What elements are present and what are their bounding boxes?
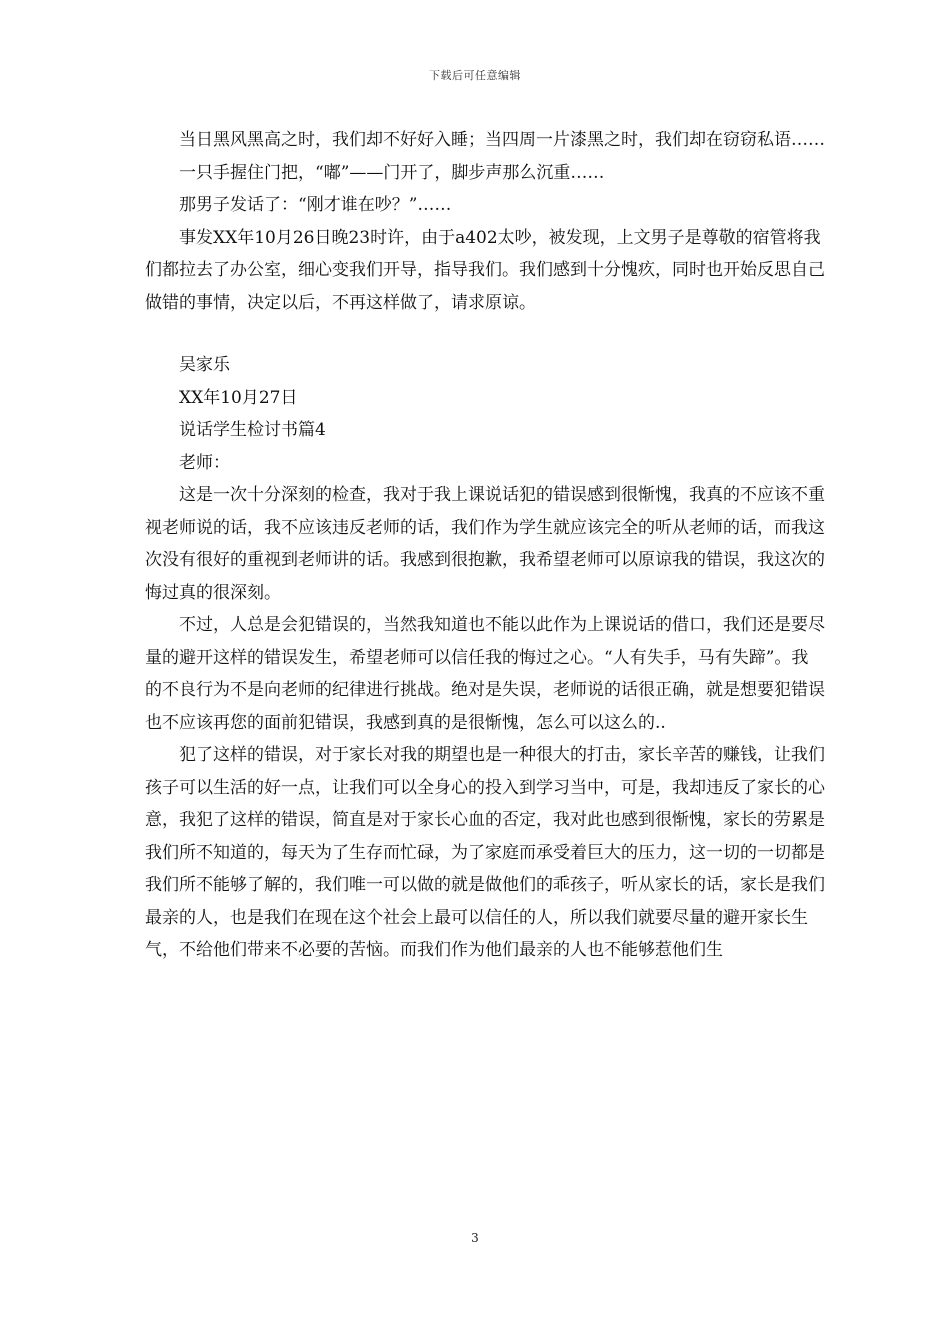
paragraph-night: 当日黑风黑高之时，我们却不好好入睡；当四周一片漆黑之时，我们却在窃窃私语……: [179, 130, 825, 150]
paragraph-man-speaks: 那男子发话了：“刚才谁在吵？”……: [179, 195, 452, 215]
paragraph-door: 一只手握住门把，“嘟”——门开了，脚步声那么沉重……: [179, 162, 605, 183]
signature-date: XX年10月27日: [179, 387, 298, 408]
section-title: 说话学生检讨书篇4: [179, 420, 326, 440]
paragraph-parents: 犯了这样的错误，对于家长对我的期望也是一种很大的打击，家长辛苦的赚钱，让我们孩子可以生活的好一点，让我们可以全身心的投入到学习当中，可是，我却违反了家长的心意，我犯了这样的错误，简直是对于家长心血的否定，我对此也感到很惭愧，家长的劳累是我们所不知道的，每天为了生存而忙碌，为了家庭而承受着巨大的压力，这一切的一切都是我们所不能够了解的，我们唯一可以做的就是做他们的乖孩子，听从家长的话，家长是我们最亲的人，也是我们在现在这个社会上最可以信任的人，所以我们就要尽量的避开家长生气，不给他们带来不必要的苦恼。而我们作为他们最亲的人也不能够惹他们生: [145, 745, 825, 960]
document-body: [145, 124, 825, 967]
signature-name: 吴家乐: [179, 355, 230, 375]
paragraph-reflection: 这是一次十分深刻的检查，我对于我上课说话犯的错误感到很惭愧，我真的不应该不重视老师说的话，我不应该违反老师的话，我们作为学生就应该完全的听从老师的话，而我这次没有很好的重视到老师讲的话。我感到很抱歉，我希望老师可以原谅我的错误，我这次的悔过真的很深刻。: [145, 485, 825, 603]
salutation: 老师：: [179, 452, 230, 473]
page-header: 下载后可任意编辑: [429, 69, 521, 82]
paragraph-incident: 事发XX年10月26日晚23时许，由于a402太吵，被发现，上文男子是尊敬的宿管将我们都拉去了办公室，细心变我们开导，指导我们。我们感到十分愧疚，同时也开始反思自己做错的事情，决定以后，不再这样做了，请求原谅。: [145, 227, 825, 313]
page-number: 3: [471, 1231, 479, 1245]
paragraph-mistake: 不过，人总是会犯错误的，当然我知道也不能以此作为上课说话的借口，我们还是要尽量的避开这样的错误发生，希望老师可以信任我的悔过之心。“人有失手，马有失蹄”。我的不良行为不是向老师的纪律进行挑战。绝对是失误，老师说的话很正确，就是想要犯错误也不应该再您的面前犯错误，我感到真的是很惭愧，怎么可以这么的..: [145, 615, 825, 733]
